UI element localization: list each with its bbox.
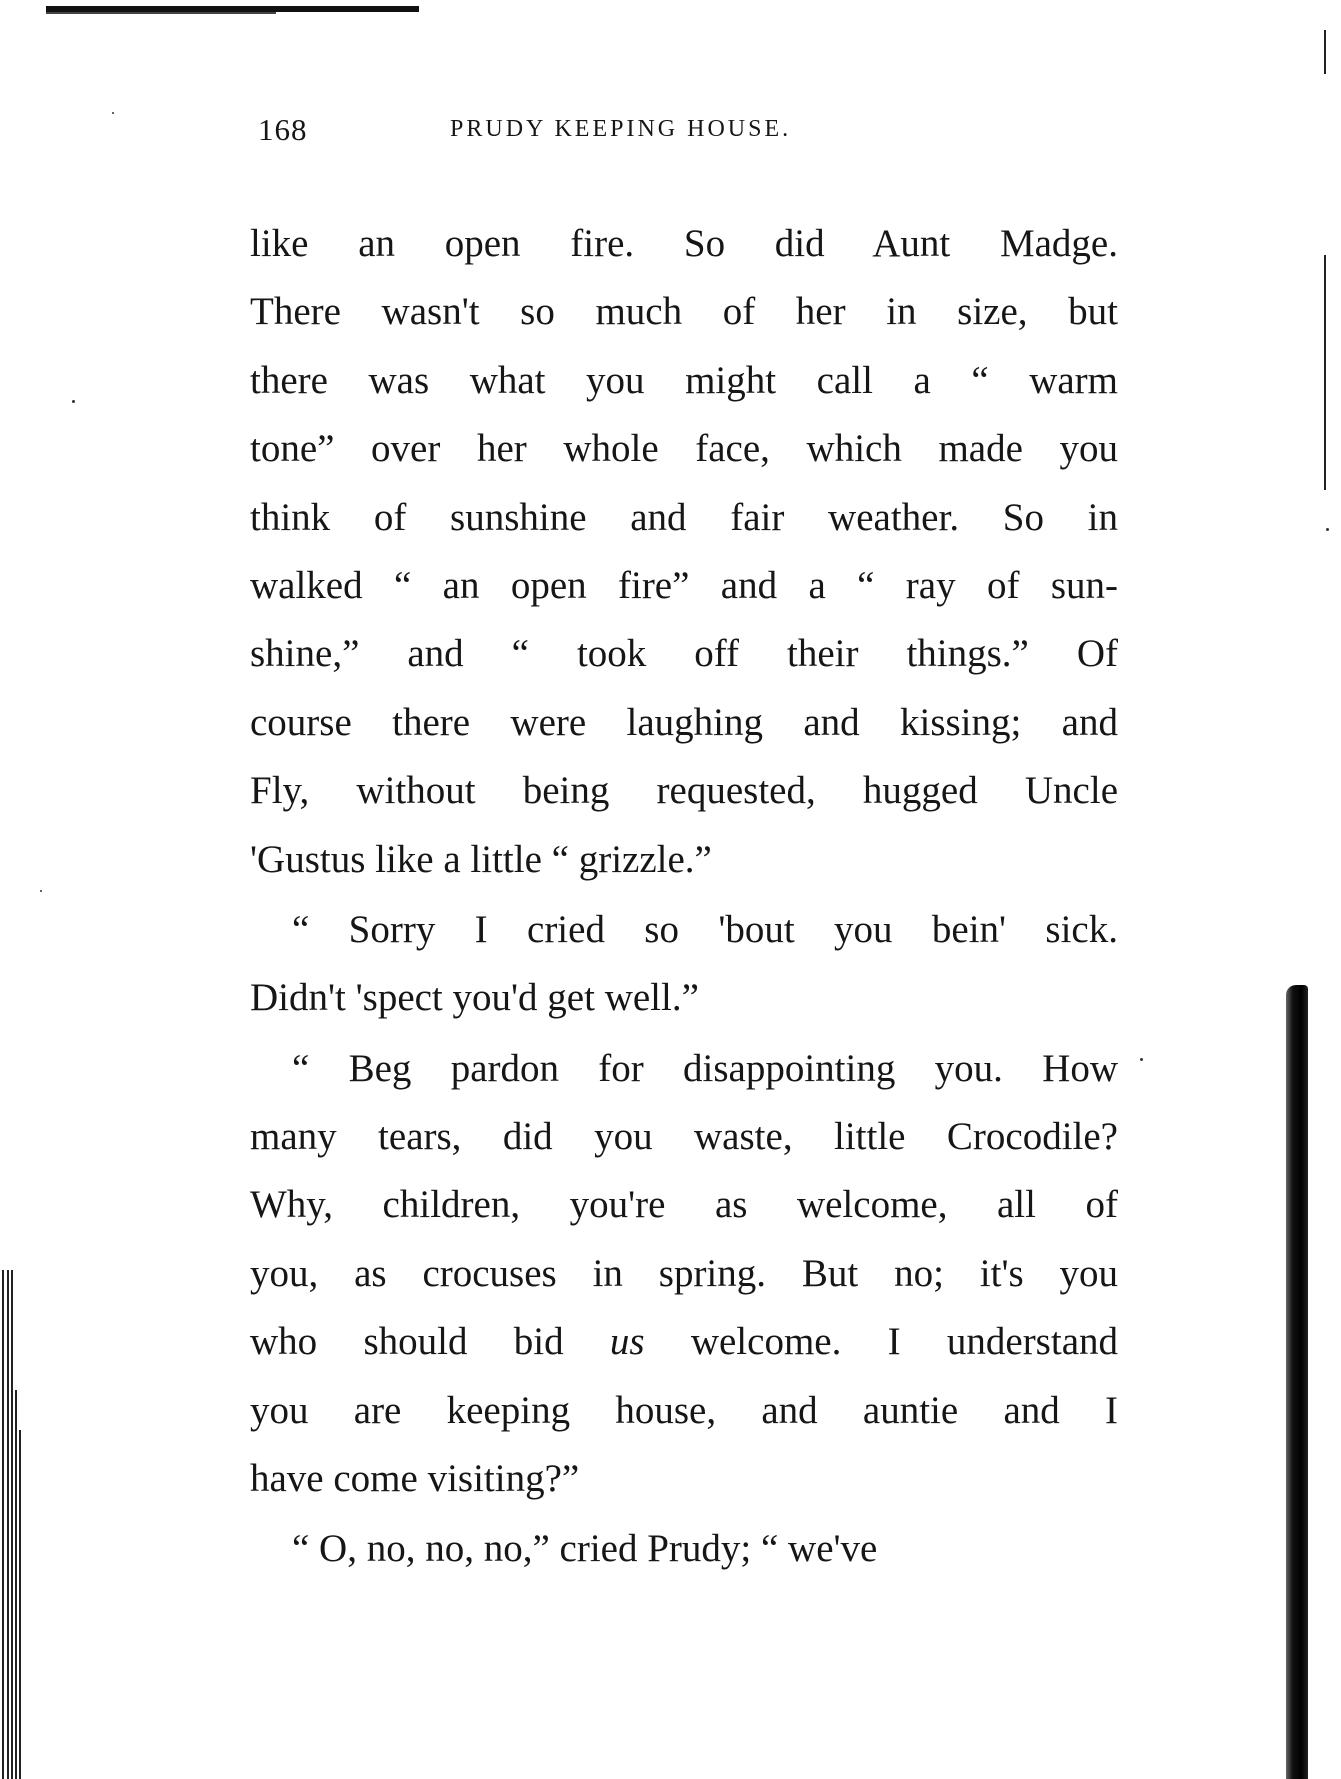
page-edge-shadow xyxy=(1286,985,1308,1779)
top-rule-shadow xyxy=(46,12,276,14)
text-line: Fly, without being requested, hugged Uncle xyxy=(250,769,1118,813)
print-speck xyxy=(1326,528,1329,531)
print-speck xyxy=(40,890,42,892)
text-line: like an open fire. So did Aunt Madge. xyxy=(250,222,1118,265)
text-line: There wasn't so much of her in size, but xyxy=(250,290,1118,334)
text-line: “ Sorry I cried so 'bout you bein' sick. xyxy=(292,907,1118,951)
text-segment: welcome. I understand xyxy=(690,1320,1119,1364)
print-speck xyxy=(72,400,75,403)
emphasis-word: us xyxy=(609,1320,645,1364)
text-line: 'Gustus like a little “ grizzle.” xyxy=(250,837,712,881)
page-number: 168 xyxy=(258,112,308,147)
text-line: Why, children, you're as welcome, all of xyxy=(250,1183,1118,1227)
edge-line xyxy=(2,1270,4,1779)
text-line: many tears, did you waste, little Crocodile? xyxy=(250,1115,1118,1159)
text-line: shine,” and “ took off their things.” Of xyxy=(250,632,1118,676)
binding-mark xyxy=(1324,255,1326,490)
text-line: “ Beg pardon for disappointing you. How xyxy=(292,1046,1118,1090)
text-line: course there were laughing and kissing; and xyxy=(250,700,1118,744)
text-line: walked “ an open fire” and a “ ray of sun- xyxy=(250,563,1118,607)
text-line: Didn't 'spect you'd get well.” xyxy=(250,976,699,1020)
text-line: there was what you might call a “ warm xyxy=(250,358,1118,402)
print-speck xyxy=(1140,1058,1143,1061)
text-line: you are keeping house, and auntie and I xyxy=(250,1388,1118,1432)
running-head xyxy=(258,112,1018,152)
text-line: “ O, no, no, no,” cried Prudy; “ we've xyxy=(292,1527,878,1571)
edge-line xyxy=(19,1430,21,1779)
text-segment: who should bid xyxy=(250,1320,564,1364)
text-line: you, as crocuses in spring. But no; it's you xyxy=(250,1251,1118,1295)
text-line: think of sunshine and fair weather. So in xyxy=(250,495,1118,539)
left-edge-marks xyxy=(0,1270,26,1779)
edge-line xyxy=(15,1390,17,1779)
text-line-with-emphasis xyxy=(250,1308,1118,1376)
binding-mark xyxy=(1324,30,1326,74)
text-line: have come visiting?” xyxy=(250,1457,580,1501)
text-line: tone” over her whole face, which made you xyxy=(250,427,1118,471)
edge-line xyxy=(11,1270,13,1779)
edge-line xyxy=(7,1270,9,1779)
running-title: PRUDY KEEPING HOUSE. xyxy=(450,116,792,142)
body-text xyxy=(250,210,1118,1584)
print-speck xyxy=(112,112,114,114)
